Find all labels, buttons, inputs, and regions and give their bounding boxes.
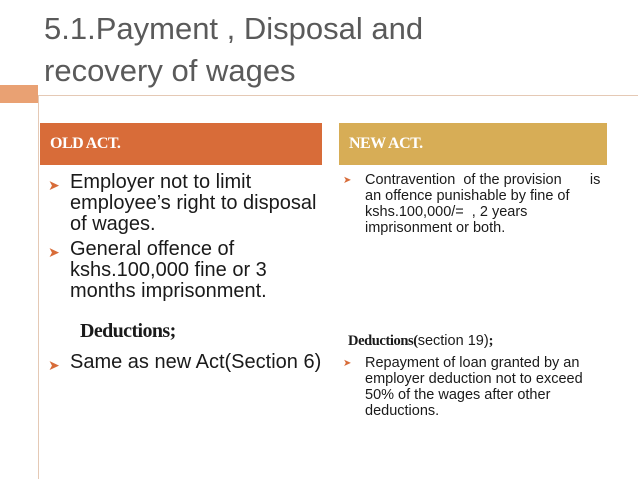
new-act-deductions-label	[348, 333, 493, 350]
left-border-line	[38, 95, 39, 479]
list-item	[339, 172, 607, 236]
list-item	[339, 355, 607, 419]
list-item	[40, 172, 330, 235]
list-item-text: Same as new Act(Section 6)	[70, 351, 322, 373]
old-act-deductions-label: Deductions;	[80, 320, 176, 342]
list-item-text: Repayment of loan granted by an employer deduction not to exceed 50% of the wages after other deductions.	[365, 355, 583, 419]
title-accent-bar	[0, 85, 38, 103]
deductions-label-section: section 19)	[417, 333, 489, 349]
slide-title	[44, 8, 604, 92]
old-act-deductions-list	[40, 352, 330, 377]
new-act-header: NEW ACT.	[339, 123, 607, 165]
old-act-list	[40, 172, 330, 306]
slide-title-line-2: recovery of wages	[44, 53, 296, 88]
arrowhead-bullet-icon: ➤	[48, 177, 60, 193]
title-divider	[38, 95, 638, 96]
deductions-label-bold: Deductions(	[348, 333, 418, 349]
new-act-deductions-list	[339, 355, 607, 419]
list-item-text: General offence of kshs.100,000 fine or 3 months imprisonment.	[70, 238, 267, 302]
old-act-header: OLD ACT.	[40, 123, 322, 165]
slide-title-line-1: 5.1.Payment , Disposal and	[44, 11, 424, 46]
arrowhead-bullet-icon: ➤	[48, 244, 60, 260]
arrowhead-bullet-icon: ➤	[48, 357, 60, 373]
new-act-list	[339, 172, 607, 236]
deductions-label-end: ;	[488, 333, 494, 349]
list-item-text: Contravention of the provision is an offence punishable by fine of kshs.100,000/= , 2 years imprisonment or both.	[365, 172, 605, 236]
arrowhead-bullet-icon: ➤	[343, 358, 352, 369]
list-item	[40, 239, 330, 302]
list-item	[40, 352, 330, 373]
arrowhead-bullet-icon: ➤	[343, 175, 352, 186]
list-item-text: Employer not to limit employee’s right to disposal of wages.	[70, 171, 317, 235]
